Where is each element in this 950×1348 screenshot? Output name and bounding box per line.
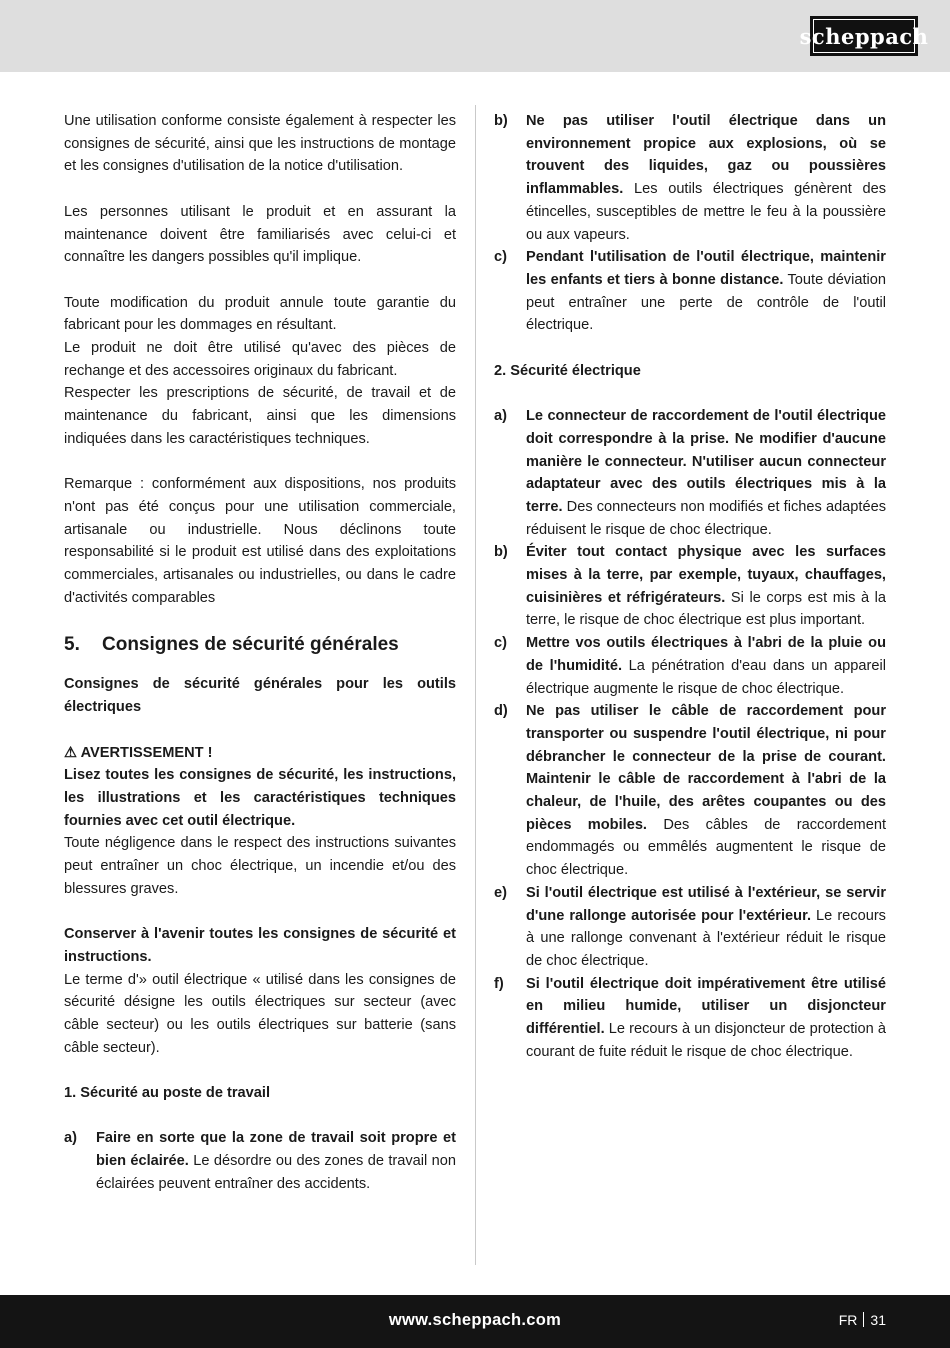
website-url[interactable]: www.scheppach.com xyxy=(388,1311,562,1329)
list-item-text: Si le corps est mis à la terre, le risque de choc électrique est plus important. xyxy=(526,589,887,629)
list-item-text: Le recours à une rallonge convenant à l'extérieur réduit le risque de choc électrique. xyxy=(526,907,886,969)
list-item-label: c) xyxy=(494,249,507,266)
page-indicator xyxy=(839,1295,886,1348)
paragraph-spare-parts: Le produit ne doit être utilisé qu'avec des pièces de rechange et des accessoires originaux du fabricant. xyxy=(64,340,456,379)
list-item-bold: Ne pas utiliser l'outil électrique dans un environnement propice aux explosions, où se trouvent des liquides, gaz ou poussières inflammables. xyxy=(526,113,886,198)
list-item-label: b) xyxy=(494,544,508,561)
list-item-bold: Pendant l'utilisation de l'outil électrique, maintenir les enfants et tiers à bonne distance. xyxy=(526,249,886,288)
list-item-label: d) xyxy=(494,703,508,720)
list-item-bold: Le connecteur de raccordement de l'outil électrique doit correspondre à la prise. Ne modifier d'aucune manière le connecteur. N'utiliser aucun connecteur adaptateur avec des outils électriques mis à la terre. xyxy=(526,408,886,515)
scheppach-logo: scheppach xyxy=(810,16,918,56)
page-number: 31 xyxy=(870,1312,886,1328)
list-item-text: Le désordre ou des zones de travail non éclairées peuvent entraîner des accidents. xyxy=(96,1153,457,1192)
list-item-text: Des câbles de raccordement endommagés ou emmêlés augmentent le risque de choc électrique. xyxy=(526,816,886,879)
subheading-workplace-safety: 1. Sécurité au poste de travail xyxy=(64,1085,271,1102)
list-item-bold: Faire en sorte que la zone de travail soit propre et bien éclairée. xyxy=(96,1130,456,1170)
list-item-bold: Mettre vos outils électriques à l'abri de la pluie ou de l'humidité. xyxy=(526,635,886,674)
section-heading xyxy=(64,631,456,659)
section-number: 5. xyxy=(64,634,80,656)
list-item-bold: Ne pas utiliser le câble de raccordement pour transporter ou suspendre l'outil électrique, ni pour débrancher le connecteur de la prise de courant. Maintenir le câble de raccordement à l'abri de la chaleur, de l'huile, des arêtes coupantes ou des pièces mobiles. xyxy=(526,703,886,833)
footer-band xyxy=(0,1295,950,1348)
paragraph-users: Les personnes utilisant le produit et en assurant la maintenance doivent être familiarisés avec celui-ci et connaître les dangers possibles qu'il implique. xyxy=(64,203,456,266)
left-column xyxy=(64,110,456,1196)
list-item-label: b) xyxy=(494,113,508,129)
list-item-label: f) xyxy=(494,975,504,992)
list-item-label: c) xyxy=(494,635,507,652)
list-item-text: Toute déviation peut entraîner une perte de contrôle de l'outil électrique. xyxy=(526,271,886,334)
paragraph-remark: Remarque : conformément aux dispositions, nos produits n'ont pas été conçus pour une utilisation commerciale, artisanale ou industrielle. Nous déclinons toute responsabilité si le produit est utilisé dans des exploitations commerciales, artisanales ou industrielles, ou dans le cadre d'activités comparables xyxy=(64,476,456,606)
subheading-electrical-safety: 2. Sécurité électrique xyxy=(494,362,641,379)
list-item-bold: Éviter tout contact physique avec les surfaces mises à la terre, par exemple, tuyaux, chauffages, cuisinières et réfrigérateurs. xyxy=(526,544,886,606)
paragraph-modification: Toute modification du produit annule toute garantie du fabricant pour les dommages en résultant. xyxy=(64,294,456,334)
list-item-bold: Si l'outil électrique est utilisé à l'extérieur, se servir d'une rallonge autorisée pour l'extérieur. xyxy=(526,884,886,924)
subheading-safety-instructions: Consignes de sécurité générales pour les outils électriques xyxy=(64,676,456,716)
warning-bold-text: Lisez toutes les consignes de sécurité, les instructions, les illustrations et les caractéristiques techniques fournies avec cet outil électrique. xyxy=(64,767,456,829)
list-item-text: Les outils électriques génèrent des étincelles, susceptibles de mettre le feu à la poussière ou aux vapeurs. xyxy=(526,181,886,243)
list-item-text: Des connecteurs non modifiés et fiches adaptées réduisent le risque de choc électrique. xyxy=(526,498,886,538)
list-item-text: Le recours à un disjoncteur de protection à courant de fuite réduit le risque de choc électrique. xyxy=(526,1021,886,1060)
list-item xyxy=(494,632,886,700)
list-item xyxy=(494,246,886,337)
list-item-label: e) xyxy=(494,884,507,901)
list-item-label: a) xyxy=(494,408,507,425)
list-item xyxy=(494,405,886,541)
separator xyxy=(863,1312,864,1327)
list-item-text: La pénétration d'eau dans un appareil électrique augmente le risque de choc électrique. xyxy=(526,657,886,697)
list-item xyxy=(494,110,886,246)
warning-text: Toute négligence dans le respect des instructions suivantes peut entraîner un choc électrique, un incendie et/ou des blessures graves. xyxy=(64,835,456,897)
section-title: Consignes de sécurité générales xyxy=(102,634,399,656)
list-item xyxy=(494,700,886,882)
list-item xyxy=(494,973,886,1064)
paragraph-prescriptions: Respecter les prescriptions de sécurité, de travail et de maintenance du fabricant, ainsi que les dimensions indiquées dans les caractéristiques techniques. xyxy=(64,385,456,447)
list-item xyxy=(494,541,886,632)
keep-instructions-text: Le terme d'» outil électrique « utilisé dans les consignes de sécurité désigne les outils électriques sur secteur (avec câble secteur) ou les outils électriques sur batterie (sans câble secteur). xyxy=(64,971,456,1056)
list-item xyxy=(494,882,886,973)
right-column xyxy=(494,110,886,1064)
warning-label: ⚠ AVERTISSEMENT ! xyxy=(64,744,213,761)
language-code: FR xyxy=(838,1312,858,1328)
column-divider xyxy=(475,105,476,1265)
header-band xyxy=(0,0,950,72)
list-item-bold: Si l'outil électrique doit impérativement être utilisé en milieu humide, utiliser un disjoncteur différentiel. xyxy=(526,975,886,1038)
list-item xyxy=(64,1127,456,1195)
keep-instructions-bold: Conserver à l'avenir toutes les consignes de sécurité et instructions. xyxy=(64,926,456,965)
paragraph-intended-use: Une utilisation conforme consiste également à respecter les consignes de sécurité, ainsi que les instructions de montage et les consignes d'utilisation de la notice d'utilisation. xyxy=(64,113,456,175)
list-item-label: a) xyxy=(64,1130,77,1147)
